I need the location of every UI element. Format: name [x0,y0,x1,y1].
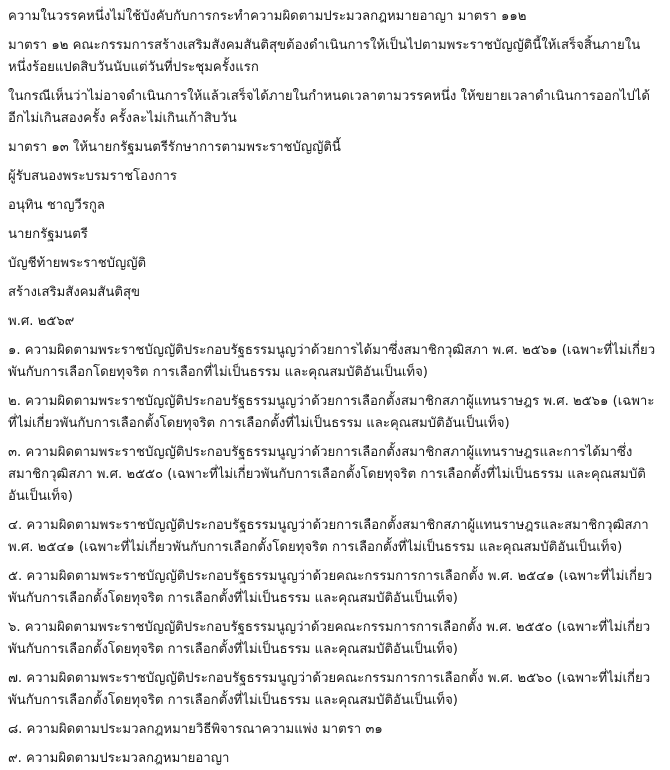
paragraph-section-12-extension: ในกรณีเห็นว่าไม่อาจดำเนินการให้แล้วเสร็จได้ภายในกำหนดเวลาตามวรรคหนึ่ง ให้ขยายเวลาดำเนินการออกไปได้อีกไม่เกินสองครั้ง ครั้งละไม่เกินเก้าสิบวัน [8,89,650,126]
paragraph-section-11-exception: ความในวรรคหนึ่งไม่ใช้บังคับกับการกระทำความผิดตามประมวลกฎหมายอาญา มาตรา ๑๑๒ [8,9,527,24]
schedule-item-4: ๔. ความผิดตามพระราชบัญญัติประกอบรัฐธรรมนูญว่าด้วยการเลือกตั้งสมาชิกสภาผู้แทนราษฎรและสมาชิกวุฒิสภา พ.ศ. ๒๕๔๑ (เฉพาะที่ไม่เกี่ยวพันกับการเลือกตั้งโดยทุจริต การเลือกตั้งที่ไม่เป็นธรรม และคุณสมบัติอันเป็นเท็จ) [8,518,649,555]
schedule-item-7: ๗. ความผิดตามพระราชบัญญัติประกอบรัฐธรรมนูญว่าด้วยคณะกรรมการการเลือกตั้ง พ.ศ. ๒๕๖๐ (เฉพาะที่ไม่เกี่ยวพันกับการเลือกตั้งโดยทุจริต การเลือกตั้งที่ไม่เป็นธรรม และคุณสมบัติอันเป็นเท็จ) [8,671,651,708]
schedule-item-5: ๕. ความผิดตามพระราชบัญญัติประกอบรัฐธรรมนูญว่าด้วยคณะกรรมการการเลือกตั้ง พ.ศ. ๒๕๔๑ (เฉพาะที่ไม่เกี่ยวพันกับการเลือกตั้งโดยทุจริต การเลือกตั้งที่ไม่เป็นธรรม และคุณสมบัติอันเป็นเท็จ) [8,569,653,606]
countersign-label: ผู้รับสนองพระบรมราชโองการ [8,169,177,184]
paragraph-section-13: มาตรา ๑๓ ให้นายกรัฐมนตรีรักษาการตามพระราชบัญญัตินี้ [8,140,341,155]
schedule-year: พ.ศ. ๒๕๖๙ [8,314,75,329]
schedule-subheading: สร้างเสริมสังคมสันติสุข [8,285,141,300]
schedule-item-6: ๖. ความผิดตามพระราชบัญญัติประกอบรัฐธรรมนูญว่าด้วยคณะกรรมการการเลือกตั้ง พ.ศ. ๒๕๕๐ (เฉพาะที่ไม่เกี่ยวพันกับการเลือกตั้งโดยทุจริต การเลือกตั้งที่ไม่เป็นธรรม และคุณสมบัติอันเป็นเท็จ) [8,620,651,657]
paragraph-section-12: มาตรา ๑๒ คณะกรรมการสร้างเสริมสังคมสันติสุขต้องดำเนินการให้เป็นไปตามพระราชบัญญัตินี้ให้เสร็จสิ้นภายในหนึ่งร้อยแปดสิบวันนับแต่วันที่ประชุมครั้งแรก [8,38,641,75]
schedule-item-3: ๓. ความผิดตามพระราชบัญญัติประกอบรัฐธรรมนูญว่าด้วยการเลือกตั้งสมาชิกสภาผู้แทนราษฎรและการได้มาซึ่งสมาชิกวุฒิสภา พ.ศ. ๒๕๕๐ (เฉพาะที่ไม่เกี่ยวพันกับการเลือกตั้งโดยทุจริต การเลือกตั้งที่ไม่เป็นธรรม และคุณสมบัติอันเป็นเท็จ) [8,445,646,504]
schedule-heading: บัญชีท้ายพระราชบัญญัติ [8,256,147,271]
schedule-item-8: ๘. ความผิดตามประมวลกฎหมายวิธีพิจารณาความแพ่ง มาตรา ๓๑ [8,722,383,737]
schedule-item-2: ๒. ความผิดตามพระราชบัญญัติประกอบรัฐธรรมนูญว่าด้วยการเลือกตั้งสมาชิกสภาผู้แทนราษฎร พ.ศ. ๒๕๖๑ (เฉพาะที่ไม่เกี่ยวพันกับการเลือกตั้งโดยทุจริต การเลือกตั้งที่ไม่เป็นธรรม และคุณสมบัติอันเป็นเท็จ) [8,394,655,431]
prime-minister-name: อนุทิน ชาญวีรกูล [8,198,105,213]
schedule-item-1: ๑. ความผิดตามพระราชบัญญัติประกอบรัฐธรรมนูญว่าด้วยการได้มาซึ่งสมาชิกวุฒิสภา พ.ศ. ๒๕๖๑ (เฉพาะที่ไม่เกี่ยวพันกับการเลือกโดยทุจริต การเลือกที่ไม่เป็นธรรม และคุณสมบัติอันเป็นเท็จ) [8,343,656,380]
schedule-item-9: ๙. ความผิดตามประมวลกฎหมายอาญา [8,751,230,766]
prime-minister-title: นายกรัฐมนตรี [8,227,88,242]
